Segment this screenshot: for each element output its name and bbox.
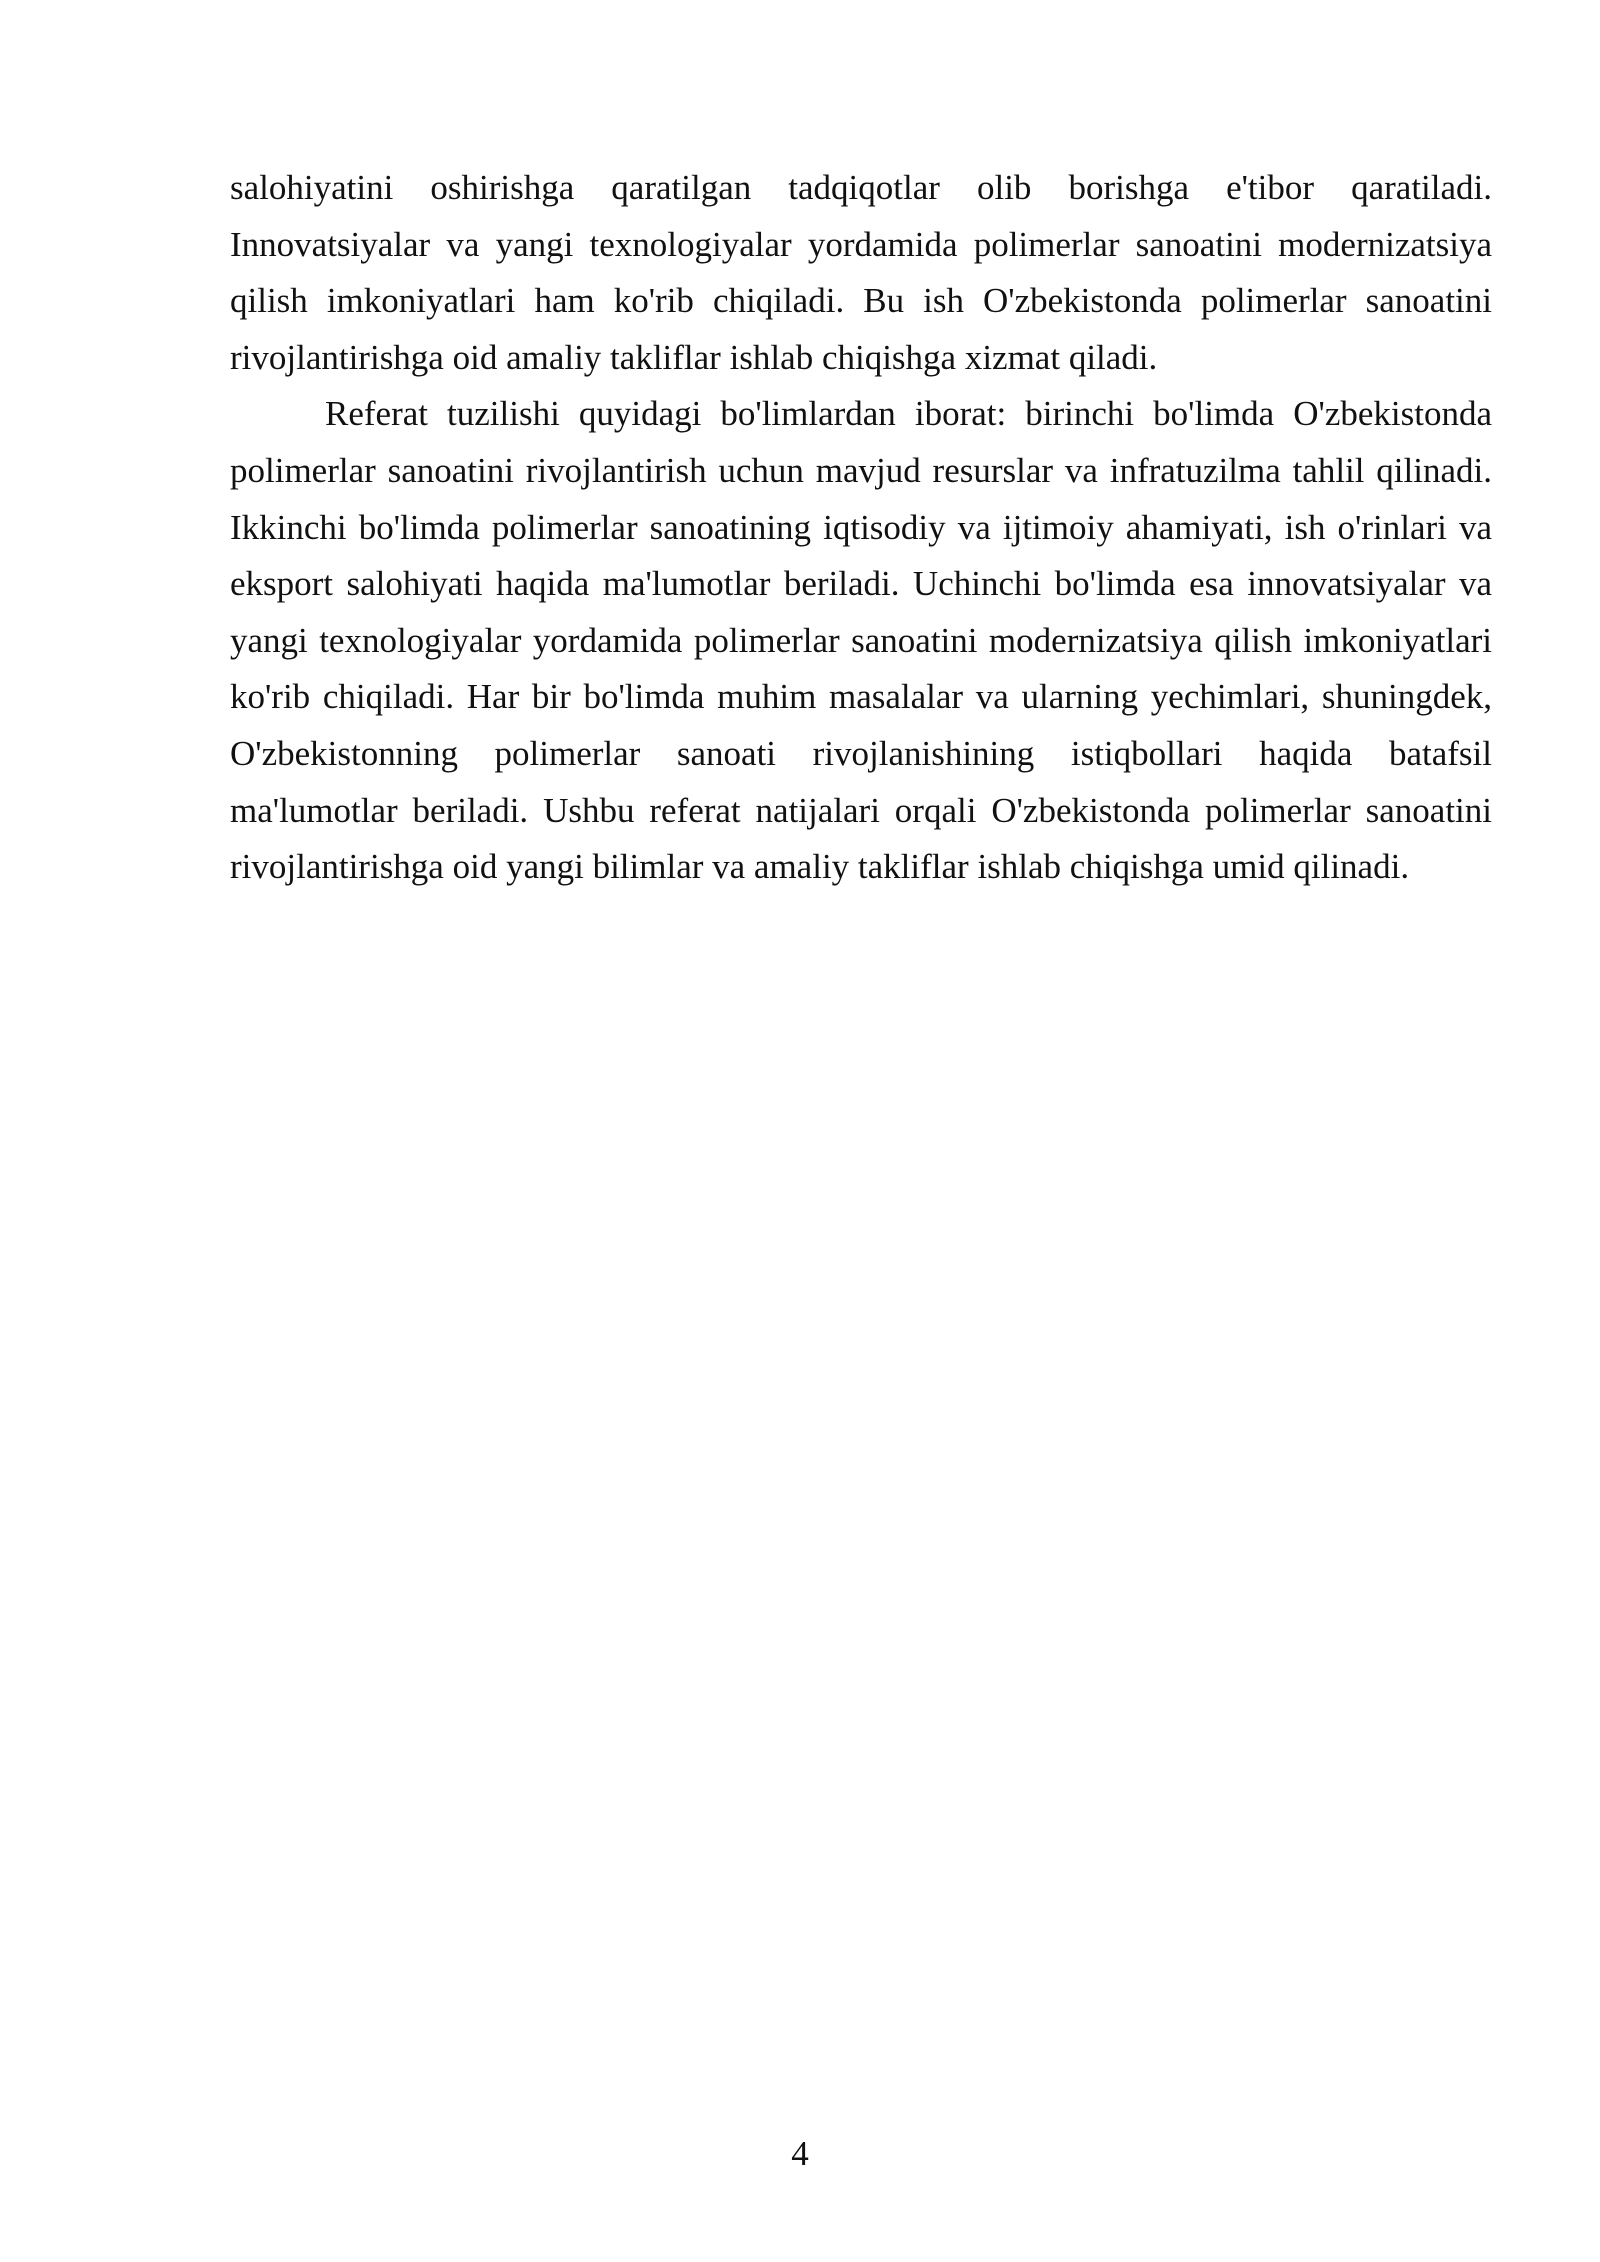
page-number: 4 <box>791 2134 809 2173</box>
paragraph-structure: Referat tuzilishi quyidagi bo'limlardan iborat: birinchi bo'limda O'zbekistonda polimerlar sanoatini rivojlantirish uchun mavjud resurslar va infratuzilma tahlil qilinadi. Ikkinchi bo'limda polimerlar sanoatining iqtisodiy va ijtimoiy ahamiyati, ish o'rinlari va eksport salohiyati haqida ma'lumotlar beriladi. Uchinchi bo'limda esa innovatsiyalar va yangi texnologiyalar yordamida polimerlar sanoatini modernizatsiya qilish imkoniyatlari ko'rib chiqiladi. Har bir bo'limda muhim masalalar va ularning yechimlari, shuningdek, O'zbekistonning polimerlar sanoati rivojlanishining istiqbollari haqida batafsil ma'lumotlar beriladi. Ushbu referat natijalari orqali O'zbekistonda polimerlar sanoatini rivojlantirishga oid yangi bilimlar va amaliy takliflar ishlab chiqishga umid qilinadi. <box>230 394 1492 887</box>
body-text <box>230 160 1492 896</box>
paragraph-continuation: salohiyatini oshirishga qaratilgan tadqiqotlar olib borishga e'tibor qaratiladi. Innovatsiyalar va yangi texnologiyalar yordamida polimerlar sanoatini modernizatsiya qilish imkoniyatlari ham ko'rib chiqiladi. Bu ish O'zbekistonda polimerlar sanoatini rivojlantirishga oid amaliy takliflar ishlab chiqishga xizmat qiladi. <box>230 168 1492 377</box>
